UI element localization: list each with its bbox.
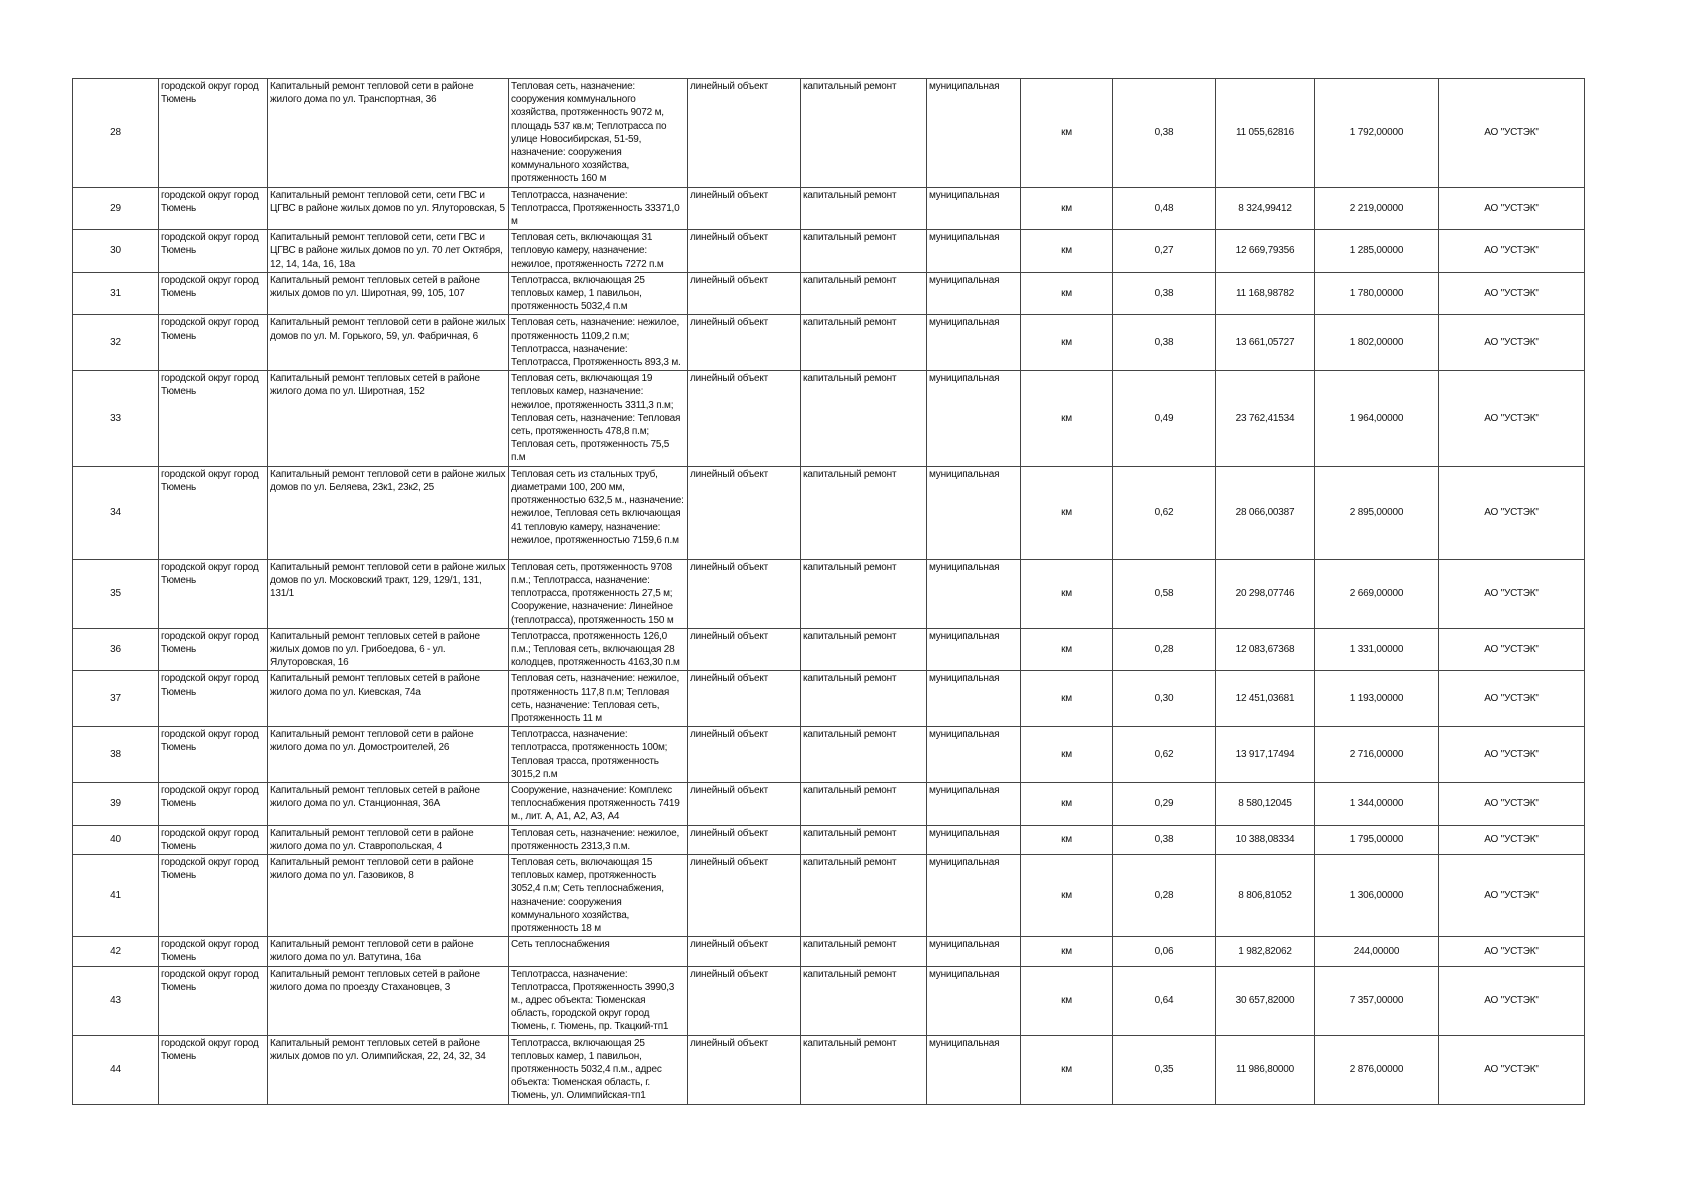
work-type-cell: капитальный ремонт bbox=[801, 371, 927, 466]
amount-cell: 1 344,00000 bbox=[1315, 782, 1439, 825]
unit-cell: км bbox=[1021, 671, 1113, 727]
contractor-cell: АО "УСТЭК" bbox=[1439, 937, 1585, 966]
unit-cell: км bbox=[1021, 782, 1113, 825]
work-type-cell: капитальный ремонт bbox=[801, 466, 927, 559]
municipality-cell: городской округ город Тюмень bbox=[159, 1035, 268, 1104]
amount-cell: 2 219,00000 bbox=[1315, 187, 1439, 230]
unit-cell: км bbox=[1021, 854, 1113, 936]
cost-cell: 23 762,41534 bbox=[1216, 371, 1315, 466]
contractor-cell: АО "УСТЭК" bbox=[1439, 559, 1585, 628]
table-row bbox=[73, 727, 1585, 783]
work-description-cell: Капитальный ремонт тепловой сети в районе жилого дома по ул. Ставропольская, 4 bbox=[268, 825, 509, 854]
work-type-cell: капитальный ремонт bbox=[801, 315, 927, 371]
table-row bbox=[73, 671, 1585, 727]
cost-cell: 1 982,82062 bbox=[1216, 937, 1315, 966]
cost-cell: 12 451,03681 bbox=[1216, 671, 1315, 727]
object-type-cell: линейный объект bbox=[688, 782, 801, 825]
ownership-cell: муниципальная bbox=[927, 854, 1021, 936]
capital-repair-table bbox=[72, 78, 1585, 1105]
municipality-cell: городской округ город Тюмень bbox=[159, 671, 268, 727]
object-description-cell: Сооружение, назначение: Комплекс теплоснабжения протяженность 7419 м., лит. А, А1, А2, А3, А4 bbox=[509, 782, 688, 825]
amount-cell: 1 780,00000 bbox=[1315, 272, 1439, 315]
object-description-cell: Тепловая сеть, включающая 31 тепловую камеру, назначение: нежилое, протяженность 7272 п.м bbox=[509, 230, 688, 273]
table-row bbox=[73, 79, 1585, 188]
municipality-cell: городской округ город Тюмень bbox=[159, 825, 268, 854]
length-cell: 0,48 bbox=[1113, 187, 1216, 230]
cost-cell: 12 669,79356 bbox=[1216, 230, 1315, 273]
municipality-cell: городской округ город Тюмень bbox=[159, 559, 268, 628]
unit-cell: км bbox=[1021, 187, 1113, 230]
length-cell: 0,35 bbox=[1113, 1035, 1216, 1104]
cost-cell: 13 917,17494 bbox=[1216, 727, 1315, 783]
ownership-cell: муниципальная bbox=[927, 371, 1021, 466]
work-type-cell: капитальный ремонт bbox=[801, 559, 927, 628]
row-number: 39 bbox=[73, 782, 159, 825]
object-type-cell: линейный объект bbox=[688, 937, 801, 966]
object-type-cell: линейный объект bbox=[688, 854, 801, 936]
work-description-cell: Капитальный ремонт тепловой сети в районе жилого дома по ул. Ватутина, 16а bbox=[268, 937, 509, 966]
ownership-cell: муниципальная bbox=[927, 559, 1021, 628]
municipality-cell: городской округ город Тюмень bbox=[159, 727, 268, 783]
municipality-cell: городской округ город Тюмень bbox=[159, 782, 268, 825]
contractor-cell: АО "УСТЭК" bbox=[1439, 315, 1585, 371]
contractor-cell: АО "УСТЭК" bbox=[1439, 628, 1585, 671]
municipality-cell: городской округ город Тюмень bbox=[159, 79, 268, 188]
work-description-cell: Капитальный ремонт тепловой сети в районе жилого дома по ул. Газовиков, 8 bbox=[268, 854, 509, 936]
work-type-cell: капитальный ремонт bbox=[801, 272, 927, 315]
unit-cell: км bbox=[1021, 79, 1113, 188]
row-number: 40 bbox=[73, 825, 159, 854]
ownership-cell: муниципальная bbox=[927, 825, 1021, 854]
row-number: 33 bbox=[73, 371, 159, 466]
contractor-cell: АО "УСТЭК" bbox=[1439, 371, 1585, 466]
work-type-cell: капитальный ремонт bbox=[801, 1035, 927, 1104]
contractor-cell: АО "УСТЭК" bbox=[1439, 825, 1585, 854]
length-cell: 0,38 bbox=[1113, 272, 1216, 315]
amount-cell: 2 716,00000 bbox=[1315, 727, 1439, 783]
object-description-cell: Теплотрасса, включающая 25 тепловых камер, 1 павильон, протяженность 5032,4 п.м bbox=[509, 272, 688, 315]
table-row bbox=[73, 628, 1585, 671]
object-type-cell: линейный объект bbox=[688, 825, 801, 854]
cost-cell: 11 168,98782 bbox=[1216, 272, 1315, 315]
contractor-cell: АО "УСТЭК" bbox=[1439, 466, 1585, 559]
table-row bbox=[73, 825, 1585, 854]
length-cell: 0,29 bbox=[1113, 782, 1216, 825]
object-description-cell: Теплотрасса, протяженность 126,0 п.м.; Тепловая сеть, включающая 28 колодцев, протяженность 4163,30 п.м bbox=[509, 628, 688, 671]
object-description-cell: Теплотрасса, назначение: Теплотрасса, Протяженность 33371,0 м bbox=[509, 187, 688, 230]
work-type-cell: капитальный ремонт bbox=[801, 671, 927, 727]
ownership-cell: муниципальная bbox=[927, 671, 1021, 727]
object-description-cell: Тепловая сеть, назначение: нежилое, протяженность 117,8 п.м; Тепловая сеть, назначение: Тепловая сеть, Протяженность 11 м bbox=[509, 671, 688, 727]
amount-cell: 7 357,00000 bbox=[1315, 966, 1439, 1035]
object-description-cell: Тепловая сеть, протяженность 9708 п.м.; Теплотрасса, назначение: теплотрасса, протяженность 27,5 м; Сооружение, назначение: Линейное (теплотрасса), протяженность 150 м bbox=[509, 559, 688, 628]
length-cell: 0,38 bbox=[1113, 79, 1216, 188]
unit-cell: км bbox=[1021, 466, 1113, 559]
cost-cell: 11 055,62816 bbox=[1216, 79, 1315, 188]
amount-cell: 1 792,00000 bbox=[1315, 79, 1439, 188]
contractor-cell: АО "УСТЭК" bbox=[1439, 187, 1585, 230]
row-number: 34 bbox=[73, 466, 159, 559]
work-description-cell: Капитальный ремонт тепловых сетей в районе жилого дома по ул. Широтная, 152 bbox=[268, 371, 509, 466]
municipality-cell: городской округ город Тюмень bbox=[159, 966, 268, 1035]
contractor-cell: АО "УСТЭК" bbox=[1439, 782, 1585, 825]
amount-cell: 1 964,00000 bbox=[1315, 371, 1439, 466]
cost-cell: 11 986,80000 bbox=[1216, 1035, 1315, 1104]
object-type-cell: линейный объект bbox=[688, 187, 801, 230]
table-row bbox=[73, 466, 1585, 559]
amount-cell: 2 895,00000 bbox=[1315, 466, 1439, 559]
table-row bbox=[73, 272, 1585, 315]
length-cell: 0,64 bbox=[1113, 966, 1216, 1035]
length-cell: 0,38 bbox=[1113, 315, 1216, 371]
cost-cell: 28 066,00387 bbox=[1216, 466, 1315, 559]
row-number: 28 bbox=[73, 79, 159, 188]
municipality-cell: городской округ город Тюмень bbox=[159, 466, 268, 559]
work-type-cell: капитальный ремонт bbox=[801, 825, 927, 854]
object-type-cell: линейный объект bbox=[688, 628, 801, 671]
object-type-cell: линейный объект bbox=[688, 671, 801, 727]
municipality-cell: городской округ город Тюмень bbox=[159, 272, 268, 315]
unit-cell: км bbox=[1021, 825, 1113, 854]
work-type-cell: капитальный ремонт bbox=[801, 727, 927, 783]
cost-cell: 8 806,81052 bbox=[1216, 854, 1315, 936]
length-cell: 0,62 bbox=[1113, 466, 1216, 559]
length-cell: 0,27 bbox=[1113, 230, 1216, 273]
row-number: 37 bbox=[73, 671, 159, 727]
row-number: 43 bbox=[73, 966, 159, 1035]
table-row bbox=[73, 187, 1585, 230]
amount-cell: 2 876,00000 bbox=[1315, 1035, 1439, 1104]
table-row bbox=[73, 230, 1585, 273]
municipality-cell: городской округ город Тюмень bbox=[159, 187, 268, 230]
municipality-cell: городской округ город Тюмень bbox=[159, 628, 268, 671]
contractor-cell: АО "УСТЭК" bbox=[1439, 671, 1585, 727]
amount-cell: 1 306,00000 bbox=[1315, 854, 1439, 936]
object-description-cell: Тепловая сеть, включающая 19 тепловых камер, назначение: нежилое, протяженность 3311,3 п.м; Тепловая сеть, назначение: Тепловая сеть, протяженность 478,8 п.м; Тепловая сеть, протяженность 75,5 п.м bbox=[509, 371, 688, 466]
contractor-cell: АО "УСТЭК" bbox=[1439, 727, 1585, 783]
ownership-cell: муниципальная bbox=[927, 187, 1021, 230]
object-description-cell: Тепловая сеть, включающая 15 тепловых камер, протяженность 3052,4 п.м; Сеть теплоснабжения, назначение: сооружения коммунального хозяйства, протяженность 18 м bbox=[509, 854, 688, 936]
object-type-cell: линейный объект bbox=[688, 466, 801, 559]
unit-cell: км bbox=[1021, 966, 1113, 1035]
row-number: 38 bbox=[73, 727, 159, 783]
contractor-cell: АО "УСТЭК" bbox=[1439, 1035, 1585, 1104]
length-cell: 0,28 bbox=[1113, 628, 1216, 671]
work-description-cell: Капитальный ремонт тепловой сети, сети ГВС и ЦГВС в районе жилых домов по ул. Ялуторовская, 5 bbox=[268, 187, 509, 230]
unit-cell: км bbox=[1021, 272, 1113, 315]
object-description-cell: Теплотрасса, назначение: теплотрасса, протяженность 100м; Тепловая трасса, протяженность 3015,2 п.м bbox=[509, 727, 688, 783]
length-cell: 0,62 bbox=[1113, 727, 1216, 783]
object-type-cell: линейный объект bbox=[688, 1035, 801, 1104]
work-description-cell: Капитальный ремонт тепловой сети в районе жилых домов по ул. М. Горького, 59, ул. Фабричная, 6 bbox=[268, 315, 509, 371]
ownership-cell: муниципальная bbox=[927, 628, 1021, 671]
ownership-cell: муниципальная bbox=[927, 966, 1021, 1035]
table-body bbox=[73, 79, 1585, 1105]
work-type-cell: капитальный ремонт bbox=[801, 230, 927, 273]
unit-cell: км bbox=[1021, 371, 1113, 466]
object-type-cell: линейный объект bbox=[688, 272, 801, 315]
amount-cell: 2 669,00000 bbox=[1315, 559, 1439, 628]
length-cell: 0,06 bbox=[1113, 937, 1216, 966]
amount-cell: 1 193,00000 bbox=[1315, 671, 1439, 727]
work-description-cell: Капитальный ремонт тепловых сетей в районе жилого дома по проезду Стахановцев, 3 bbox=[268, 966, 509, 1035]
object-type-cell: линейный объект bbox=[688, 315, 801, 371]
object-description-cell: Теплотрасса, включающая 25 тепловых камер, 1 павильон, протяженность 5032,4 п.м., адрес объекта: Тюменская область, г. Тюмень, ул. Олимпийская-тп1 bbox=[509, 1035, 688, 1104]
work-description-cell: Капитальный ремонт тепловой сети в районе жилых домов по ул. Беляева, 23к1, 23к2, 25 bbox=[268, 466, 509, 559]
cost-cell: 8 324,99412 bbox=[1216, 187, 1315, 230]
object-description-cell: Теплотрасса, назначение: Теплотрасса, Протяженность 3990,3 м., адрес объекта: Тюменская область, городской округ город Тюмень, г. Тюмень, пр. Ткацкий-тп1 bbox=[509, 966, 688, 1035]
amount-cell: 1 331,00000 bbox=[1315, 628, 1439, 671]
row-number: 31 bbox=[73, 272, 159, 315]
object-type-cell: линейный объект bbox=[688, 727, 801, 783]
unit-cell: км bbox=[1021, 727, 1113, 783]
ownership-cell: муниципальная bbox=[927, 1035, 1021, 1104]
work-description-cell: Капитальный ремонт тепловых сетей в районе жилых домов по ул. Олимпийская, 22, 24, 32, 34 bbox=[268, 1035, 509, 1104]
ownership-cell: муниципальная bbox=[927, 315, 1021, 371]
work-type-cell: капитальный ремонт bbox=[801, 966, 927, 1035]
work-description-cell: Капитальный ремонт тепловой сети в районе жилого дома по ул. Домостроителей, 26 bbox=[268, 727, 509, 783]
contractor-cell: АО "УСТЭК" bbox=[1439, 79, 1585, 188]
length-cell: 0,30 bbox=[1113, 671, 1216, 727]
table-row bbox=[73, 1035, 1585, 1104]
ownership-cell: муниципальная bbox=[927, 230, 1021, 273]
municipality-cell: городской округ город Тюмень bbox=[159, 315, 268, 371]
ownership-cell: муниципальная bbox=[927, 466, 1021, 559]
row-number: 30 bbox=[73, 230, 159, 273]
contractor-cell: АО "УСТЭК" bbox=[1439, 272, 1585, 315]
work-description-cell: Капитальный ремонт тепловой сети, сети ГВС и ЦГВС в районе жилых домов по ул. 70 лет Октября, 12, 14, 14а, 16, 18а bbox=[268, 230, 509, 273]
contractor-cell: АО "УСТЭК" bbox=[1439, 230, 1585, 273]
work-type-cell: капитальный ремонт bbox=[801, 782, 927, 825]
unit-cell: км bbox=[1021, 315, 1113, 371]
unit-cell: км bbox=[1021, 559, 1113, 628]
work-type-cell: капитальный ремонт bbox=[801, 187, 927, 230]
row-number: 32 bbox=[73, 315, 159, 371]
length-cell: 0,28 bbox=[1113, 854, 1216, 936]
object-description-cell: Тепловая сеть из стальных труб, диаметрами 100, 200 мм, протяженностью 632,5 м., назначение: нежилое, Тепловая сеть включающая 41 тепловую камеру, назначение: нежилое, протяженностью 7159,6 п.м bbox=[509, 466, 688, 559]
cost-cell: 10 388,08334 bbox=[1216, 825, 1315, 854]
length-cell: 0,58 bbox=[1113, 559, 1216, 628]
table-row bbox=[73, 371, 1585, 466]
work-type-cell: капитальный ремонт bbox=[801, 854, 927, 936]
table-row bbox=[73, 315, 1585, 371]
work-description-cell: Капитальный ремонт тепловых сетей в районе жилого дома по ул. Станционная, 36А bbox=[268, 782, 509, 825]
amount-cell: 1 285,00000 bbox=[1315, 230, 1439, 273]
object-type-cell: линейный объект bbox=[688, 79, 801, 188]
work-description-cell: Капитальный ремонт тепловых сетей в районе жилых домов по ул. Широтная, 99, 105, 107 bbox=[268, 272, 509, 315]
table-row bbox=[73, 854, 1585, 936]
cost-cell: 8 580,12045 bbox=[1216, 782, 1315, 825]
length-cell: 0,38 bbox=[1113, 825, 1216, 854]
contractor-cell: АО "УСТЭК" bbox=[1439, 966, 1585, 1035]
municipality-cell: городской округ город Тюмень bbox=[159, 230, 268, 273]
municipality-cell: городской округ город Тюмень bbox=[159, 371, 268, 466]
row-number: 36 bbox=[73, 628, 159, 671]
table-row bbox=[73, 966, 1585, 1035]
work-description-cell: Капитальный ремонт тепловой сети в районе жилых домов по ул. Московский тракт, 129, 129/1, 131, 131/1 bbox=[268, 559, 509, 628]
object-type-cell: линейный объект bbox=[688, 966, 801, 1035]
unit-cell: км bbox=[1021, 937, 1113, 966]
length-cell: 0,49 bbox=[1113, 371, 1216, 466]
municipality-cell: городской округ город Тюмень bbox=[159, 937, 268, 966]
document-sheet bbox=[72, 78, 1584, 1105]
row-number: 44 bbox=[73, 1035, 159, 1104]
contractor-cell: АО "УСТЭК" bbox=[1439, 854, 1585, 936]
table-row bbox=[73, 782, 1585, 825]
row-number: 35 bbox=[73, 559, 159, 628]
object-description-cell: Тепловая сеть, назначение: нежилое, протяженность 1109,2 п.м; Теплотрасса, назначение: Теплотрасса, Протяженность 893,3 м. bbox=[509, 315, 688, 371]
row-number: 42 bbox=[73, 937, 159, 966]
object-description-cell: Тепловая сеть, назначение: сооружения коммунального хозяйства, протяженность 9072 м, площадь 537 кв.м; Теплотрасса по улице Новосибирская, 51-59, назначение: сооружения коммунального хозяйства, протяженность 160 м bbox=[509, 79, 688, 188]
work-description-cell: Капитальный ремонт тепловых сетей в районе жилого дома по ул. Киевская, 74а bbox=[268, 671, 509, 727]
object-type-cell: линейный объект bbox=[688, 371, 801, 466]
ownership-cell: муниципальная bbox=[927, 272, 1021, 315]
amount-cell: 244,00000 bbox=[1315, 937, 1439, 966]
work-description-cell: Капитальный ремонт тепловой сети в районе жилого дома по ул. Транспортная, 36 bbox=[268, 79, 509, 188]
object-type-cell: линейный объект bbox=[688, 559, 801, 628]
unit-cell: км bbox=[1021, 628, 1113, 671]
unit-cell: км bbox=[1021, 230, 1113, 273]
work-type-cell: капитальный ремонт bbox=[801, 937, 927, 966]
ownership-cell: муниципальная bbox=[927, 727, 1021, 783]
work-type-cell: капитальный ремонт bbox=[801, 628, 927, 671]
ownership-cell: муниципальная bbox=[927, 79, 1021, 188]
cost-cell: 13 661,05727 bbox=[1216, 315, 1315, 371]
work-description-cell: Капитальный ремонт тепловых сетей в районе жилых домов по ул. Грибоедова, 6 - ул. Ялуторовская, 16 bbox=[268, 628, 509, 671]
table-row bbox=[73, 937, 1585, 966]
cost-cell: 30 657,82000 bbox=[1216, 966, 1315, 1035]
unit-cell: км bbox=[1021, 1035, 1113, 1104]
municipality-cell: городской округ город Тюмень bbox=[159, 854, 268, 936]
object-description-cell: Сеть теплоснабжения bbox=[509, 937, 688, 966]
row-number: 41 bbox=[73, 854, 159, 936]
ownership-cell: муниципальная bbox=[927, 782, 1021, 825]
work-type-cell: капитальный ремонт bbox=[801, 79, 927, 188]
cost-cell: 12 083,67368 bbox=[1216, 628, 1315, 671]
amount-cell: 1 795,00000 bbox=[1315, 825, 1439, 854]
ownership-cell: муниципальная bbox=[927, 937, 1021, 966]
cost-cell: 20 298,07746 bbox=[1216, 559, 1315, 628]
object-type-cell: линейный объект bbox=[688, 230, 801, 273]
row-number: 29 bbox=[73, 187, 159, 230]
object-description-cell: Тепловая сеть, назначение: нежилое, протяженность 2313,3 п.м. bbox=[509, 825, 688, 854]
amount-cell: 1 802,00000 bbox=[1315, 315, 1439, 371]
table-row bbox=[73, 559, 1585, 628]
